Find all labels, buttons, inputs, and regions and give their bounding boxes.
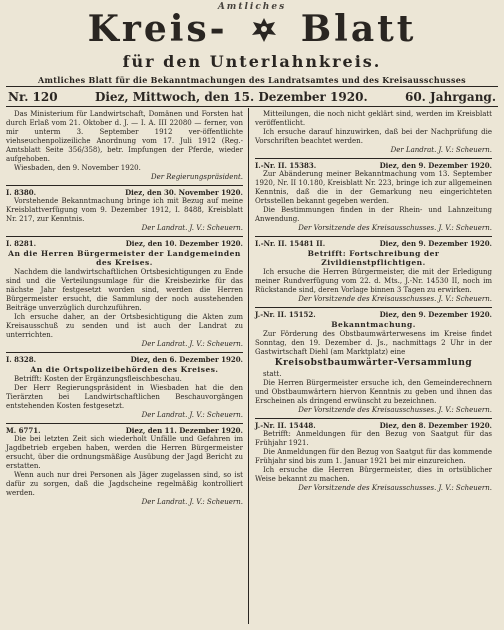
notice-number: J.-Nr. II. 15448. — [255, 421, 316, 430]
masthead-purpose: Amtliches Blatt für die Bekanntmachungen des Landratsamtes und des Kreisausschusses — [38, 75, 466, 85]
masthead-title — [0, 9, 504, 49]
notice-paragraph: Ich ersuche daher, an der Ortsbesichtigung die Akten zum Kreisausschuß zu senden und ist auch der Landrat zu unterrichten. — [6, 313, 243, 339]
notice-header — [255, 421, 492, 430]
notice-paragraph: Zur Förderung des Obstbaumwärterwesens im Kreise findet Sonntag, den 19. Dezember d. Js., nachmittags 2 Uhr in der Gastwirtschaft Diehl (am Marktplatz) eine — [255, 330, 492, 356]
left-column — [6, 110, 243, 510]
notice-header — [255, 239, 492, 248]
masthead-title-left: Kreis- — [87, 8, 228, 50]
notice-body — [255, 330, 492, 357]
notice-paragraph: Die Herren Bürgermeister ersuche ich, den Gemeinderechnern und Obstbaumwärtern hiervon Kenntnis zu geben und ihnen das Erscheinen als dringend erwünscht zu bezeichnen. — [255, 379, 492, 405]
notice-body — [6, 110, 243, 173]
notice-entry — [6, 426, 243, 507]
notice-body — [6, 268, 243, 340]
notice-paragraph: Betrifft: Anmeldungen für den Bezug von Saatgut für das Frühjahr 1921. — [255, 430, 492, 447]
notice-body — [6, 197, 243, 224]
masthead-title-right: Blatt — [300, 8, 417, 50]
notice-body — [6, 435, 243, 498]
notice-title: Bekanntmachung. — [331, 320, 416, 329]
notice-entry — [6, 110, 243, 182]
notice-place-date: Diez, den 6. Dezember 1920. — [130, 355, 243, 364]
notice-paragraph: Ich ersuche die Herren Bürgermeister, dies in ortsüblicher Weise bekannt zu machen. — [255, 466, 492, 483]
notice-body-continued — [255, 370, 492, 406]
notice-body — [255, 110, 492, 146]
rule-bottom — [6, 106, 498, 107]
notice-signature: Der Vorsitzende des Kreisausschusses. J. V.: Scheuern. — [298, 224, 492, 232]
notice-signature: Der Vorsitzende des Kreisausschusses. J. V.: Scheuern. — [298, 295, 492, 303]
notice-entry — [6, 355, 243, 420]
notice-body — [255, 430, 492, 484]
notice-paragraph: Die bei letzten Zeit sich wiederholt Unfälle und Gefahren im Jagdbetrieb ergeben haben, werden die Herren Bürgermeister ersucht, über die ordnungsmäßige Ausübung der Jagd Bericht zu erstatten. — [6, 435, 243, 470]
notice-header — [6, 239, 243, 248]
rule-top — [6, 86, 498, 87]
notice-paragraph: Zur Abänderung meiner Bekanntmachung vom 13. September 1920, Nr. II 10.180, Kreisblatt Nr. 223, bringe ich zur allgemeinen Kenntnis, daß die in der Gemarkung neu eingerichteten Ortsstellen bekannt gegeben werden. — [255, 170, 492, 205]
notice-entry — [6, 188, 243, 233]
entry-divider — [255, 307, 492, 308]
entry-divider — [6, 185, 243, 186]
notice-signature: Der Vorsitzende des Kreisausschusses. J. V.: Scheuern. — [298, 406, 492, 414]
notice-header — [6, 188, 243, 197]
notice-highlight: Kreisobstbaumwärter-Versammlung — [274, 358, 473, 368]
notice-place-date: Diez, den 8. Dezember 1920. — [379, 421, 492, 430]
notice-entry — [255, 239, 492, 304]
notice-number: I.-Nr. II. 15383. — [255, 161, 317, 170]
notice-header — [6, 426, 243, 435]
notice-body — [6, 375, 243, 411]
issue-row — [8, 90, 496, 104]
notice-place-date: Diez, den 9. Dezember 1920. — [379, 239, 492, 248]
column-separator — [248, 108, 249, 624]
coat-of-arms-icon — [249, 13, 279, 43]
notice-signature: Der Landrat. J. V.: Scheuern. — [141, 340, 243, 348]
notice-number: I. 8281. — [6, 239, 37, 248]
notice-place-date: Diez, den 9. Dezember 1920. — [379, 161, 492, 170]
notice-header — [6, 355, 243, 364]
notice-paragraph: Nachdem die landwirtschaftlichen Ortsbesichtigungen zu Ende sind und die Verteilungsumlage für die Kreisbezirke für das nächste Jahr festgesetzt worden sind, werden die Herren Bürgermeister ersucht, die Sammlung der noch ausstehenden Beiträge unverzüglich durchzuführen. — [6, 268, 243, 312]
notice-place-date: Diez, den 9. Dezember 1920. — [379, 310, 492, 319]
notice-header — [255, 161, 492, 170]
notice-place-date: Diez, den 30. November 1920. — [125, 188, 243, 197]
notice-body — [255, 170, 492, 224]
notice-entry — [255, 110, 492, 155]
entry-divider — [255, 236, 492, 237]
issue-number: Nr. 120 — [8, 90, 58, 104]
notice-signature: Der Landrat. J. V.: Scheuern. — [141, 411, 243, 419]
notice-number: I. 8328. — [6, 355, 37, 364]
notice-paragraph: Die Anmeldungen für den Bezug von Saatgut für das kommende Frühjahr sind bis zum 1. Januar 1921 bei mir einzureichen. — [255, 448, 492, 465]
notice-paragraph: Betrifft: Kosten der Ergänzungsfleischbeschau. — [14, 375, 182, 383]
notice-place-date: Diez, den 10. Dezember 1920. — [125, 239, 243, 248]
notice-paragraph: Mitteilungen, die noch nicht geklärt sind, werden im Kreisblatt veröffentlicht. — [255, 110, 492, 127]
notice-paragraph: Wiesbaden, den 9. November 1920. — [14, 164, 141, 172]
notice-number: M. 6771. — [6, 426, 41, 435]
entry-divider — [6, 352, 243, 353]
notice-title: An die Ortspolizeibehörden des Kreises. — [30, 365, 219, 374]
notice-entry — [255, 310, 492, 415]
notice-title: Betrifft: Fortschreibung der Zivildienstpflichtigen. — [307, 249, 440, 267]
notice-entry — [255, 161, 492, 233]
notice-signature: Der Landrat. J. V.: Scheuern. — [141, 498, 243, 506]
notice-paragraph: Wenn auch nur drei Personen als Jäger zugelassen sind, so ist dafür zu sorgen, daß die Jagdscheine regelmäßig kontrolliert werden. — [6, 471, 243, 497]
notice-number: J.-Nr. II. 15152. — [255, 310, 316, 319]
issue-year: 60. Jahrgang. — [404, 90, 496, 104]
notice-signature: Der Regierungspräsident. — [150, 173, 243, 181]
entry-divider — [6, 423, 243, 424]
entry-divider — [6, 236, 243, 237]
notice-paragraph: Der Herr Regierungspräsident in Wiesbaden hat die den Tierärzten bei Landwirtschaftlichen Beschauvorgängen entstehenden Kosten festgesetzt. — [6, 384, 243, 410]
notice-paragraph: Ich ersuche die Herren Bürgermeister, die mit der Erledigung meiner Rundverfügung vom 22. d. Mts., J.-Nr. 14530 II, noch im Rückstande sind, deren Vorlage binnen 3 Tagen zu erwirken. — [255, 268, 492, 294]
notice-header — [255, 310, 492, 319]
notice-signature: Der Landrat. J. V.: Scheuern. — [390, 146, 492, 154]
notice-paragraph: Die Bestimmungen finden in der Rhein- und Lahnzeitung Anwendung. — [255, 206, 492, 223]
notice-paragraph: Das Ministerium für Landwirtschaft, Domänen und Forsten hat durch Erlaß vom 21. Oktober d. J. — I. A. III 22080 — ferner, von mir unterm 3. September 1912 ver-öffentlichte viehseuchenpolizeiliche Anordnung vom 17. Juli 1912 (Reg.-Amtsblatt Seite 356/358), betr. Impfungen der Pferde, wieder aufgehoben. — [6, 110, 243, 163]
notice-number: I.-Nr. II. 15481 II. — [255, 239, 326, 248]
notice-entry — [255, 421, 492, 493]
entry-divider — [255, 418, 492, 419]
notice-paragraph: statt. — [263, 370, 282, 378]
notice-signature: Der Vorsitzende des Kreisausschusses. J. V.: Scheuern. — [298, 484, 492, 492]
masthead-subtitle: für den Unterlahnkreis. — [122, 52, 382, 71]
notice-title: An die Herren Bürgermeister der Landgemeinden des Kreises. — [8, 249, 241, 267]
entry-divider — [255, 158, 492, 159]
notice-paragraph: Ich ersuche darauf hinzuwirken, daß bei der Nachprüfung die Vorschriften beachtet werden. — [255, 128, 492, 145]
notice-entry — [6, 239, 243, 349]
notice-number: I. 8380. — [6, 188, 37, 197]
masthead-kicker: Amtliches — [217, 2, 287, 12]
notice-paragraph: Vorstehende Bekanntmachung bringe ich mit Bezug auf meine Kreisblattverfügung vom 9. Dezember 1912, I. 8488, Kreisblatt Nr. 217, zur Kenntnis. — [6, 197, 243, 223]
notice-signature: Der Landrat. J. V.: Scheuern. — [141, 224, 243, 232]
issue-date: Diez, Mittwoch, den 15. Dezember 1920. — [94, 90, 368, 104]
notice-place-date: Diez, den 11. Dezember 1920. — [125, 426, 243, 435]
notice-body — [255, 268, 492, 295]
right-column — [255, 110, 492, 496]
